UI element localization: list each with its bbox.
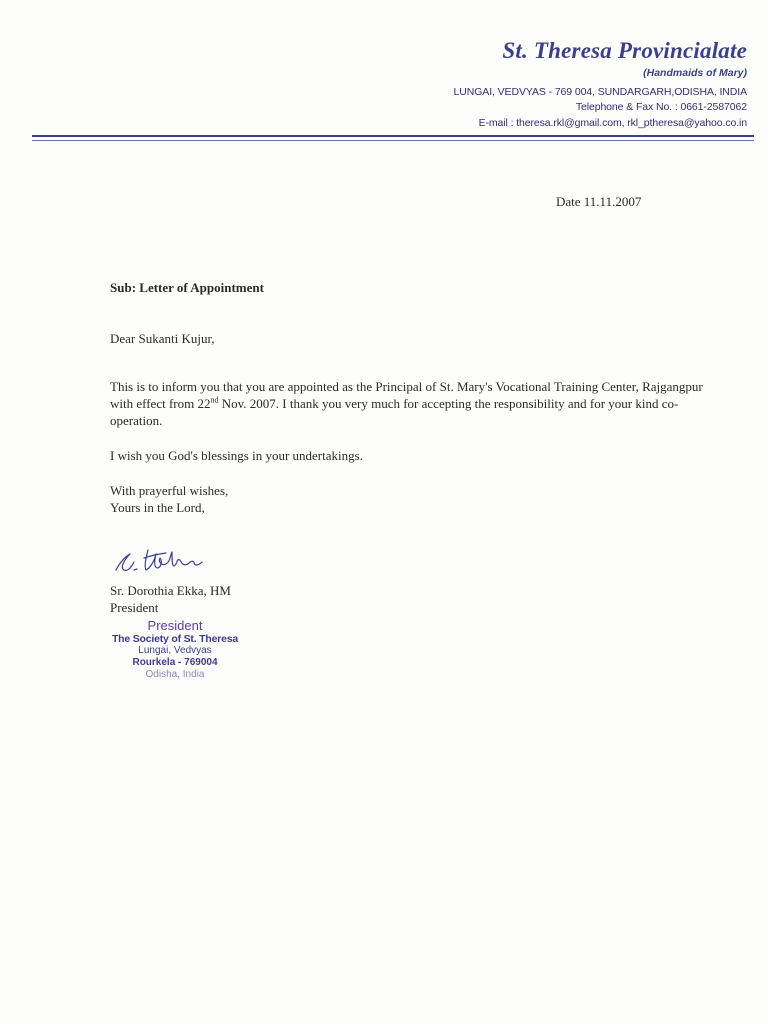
letterhead-subtitle: (Handmaids of Mary) xyxy=(643,67,747,79)
signer-role: President xyxy=(110,600,159,615)
letterhead-divider xyxy=(32,135,754,137)
letterhead-address: LUNGAI, VEDVYAS - 769 004, SUNDARGARH,ODISHA, INDIA xyxy=(453,86,747,98)
letter-body-paragraph-1 xyxy=(110,378,704,429)
letter-closing xyxy=(110,482,228,516)
stamp-title: President xyxy=(147,618,203,633)
letter-body-paragraph-2: I wish you God's blessings in your undertakings. xyxy=(110,448,363,463)
closing-line-1: With prayerful wishes, xyxy=(110,483,229,498)
paragraph-1-part-a: This is to inform you that you are appointed as the Principal of St. Mary's Vocational Training Center, Rajgangpur with effect from 22 xyxy=(110,379,703,411)
paragraph-1-part-b: Nov. 2007. I thank you very much for accepting the responsibility and for your kind co-operation. xyxy=(110,396,679,428)
letter-subject: Sub: Letter of Appointment xyxy=(110,280,264,295)
stamp-organization: The Society of St. Theresa xyxy=(111,633,239,645)
letter-salutation: Dear Sukanti Kujur, xyxy=(110,331,215,346)
handwritten-signature xyxy=(110,540,214,582)
stamp-line-2: Rourkela - 769004 xyxy=(132,657,218,668)
letter-date: Date 11.11.2007 xyxy=(556,194,642,209)
signer-block xyxy=(110,582,231,616)
signer-name: Sr. Dorothia Ekka, HM xyxy=(110,583,231,598)
letterhead-divider-thin xyxy=(32,140,754,141)
letterhead-email: E-mail : theresa.rkl@gmail.com, rkl_ptheresa@yahoo.co.in xyxy=(478,117,747,129)
letterhead-phone: Telephone & Fax No. : 0661-2587062 xyxy=(575,101,747,113)
stamp-line-3: Odisha, India xyxy=(145,669,205,680)
letterhead-title: St. Theresa Provincialate xyxy=(502,38,747,63)
official-stamp xyxy=(105,618,245,681)
paragraph-1-ordinal: nd xyxy=(210,395,219,405)
stamp-line-1: Lungai, Vedvyas xyxy=(138,645,212,656)
closing-line-2: Yours in the Lord, xyxy=(110,500,205,515)
